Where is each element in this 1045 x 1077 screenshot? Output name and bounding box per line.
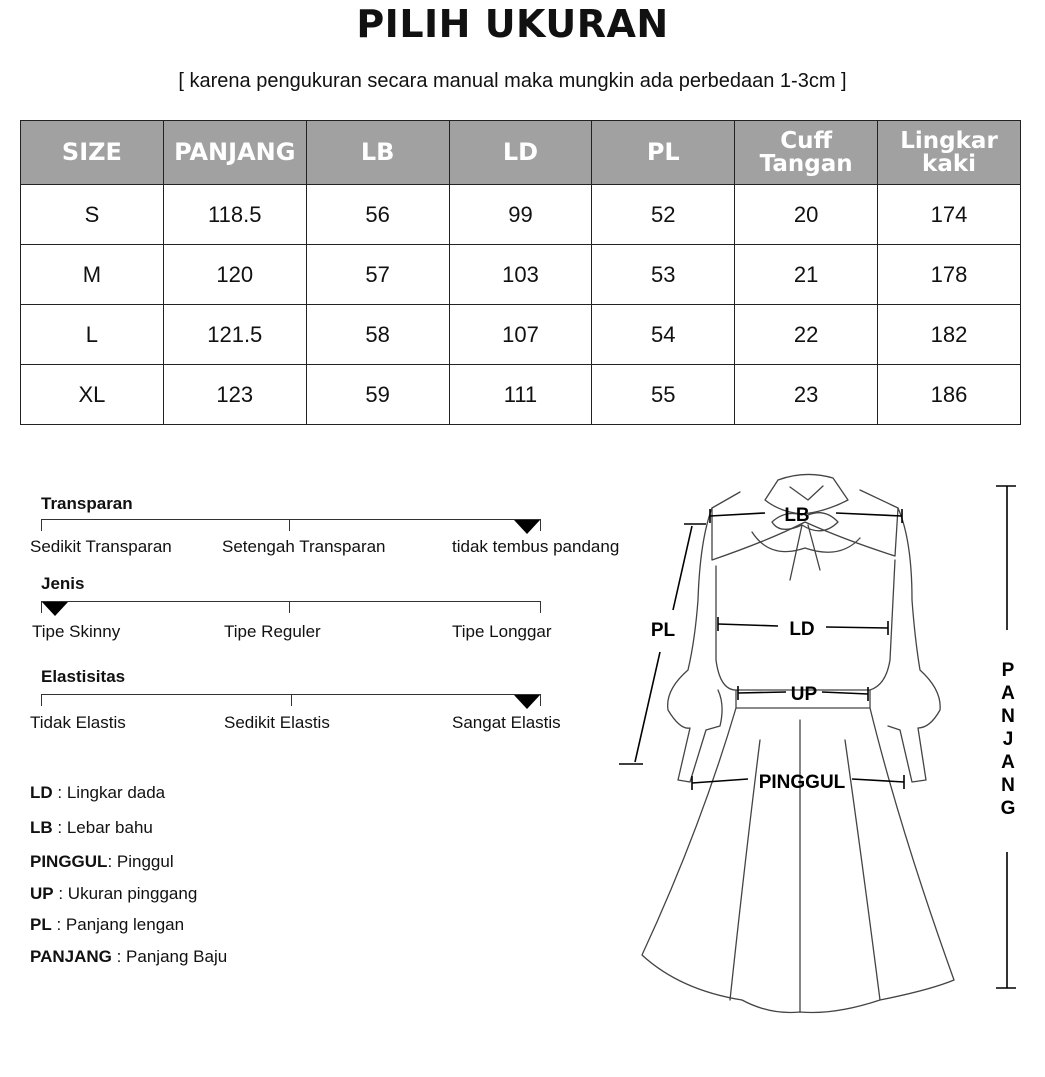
cell-lb: 56 [306, 185, 449, 245]
cell-lb: 57 [306, 245, 449, 305]
cell-pl: 52 [592, 185, 735, 245]
dress-measurement-diagram [612, 460, 1042, 1060]
cell-cuff-tangan: 23 [735, 365, 878, 425]
header-pl: PL [592, 121, 735, 185]
legend-item-ld: LD : Lingkar dada [30, 783, 166, 802]
cell-lingkar-kaki: 178 [878, 245, 1021, 305]
scale-tick [41, 694, 42, 706]
scale-label: tidak tembus pandang [452, 537, 620, 556]
diagram-label-pl: PL [650, 620, 676, 641]
cell-panjang: 120 [163, 245, 306, 305]
scale-tick [540, 694, 541, 706]
panjang-letter: J [1002, 729, 1014, 750]
cell-size: M [21, 245, 164, 305]
header-ld: LD [449, 121, 592, 185]
scale-tick [289, 601, 290, 613]
table-row [21, 305, 1021, 365]
scale-marker-icon [514, 520, 540, 534]
legend-item-pinggul: PINGGUL: Pinggul [30, 852, 174, 871]
scale-tick [41, 519, 42, 531]
scale-label: Tipe Skinny [32, 622, 121, 641]
legend-item-lb: LB : Lebar bahu [30, 818, 153, 837]
scale-title-elastisitas: Elastisitas [41, 667, 126, 686]
cell-pl: 54 [592, 305, 735, 365]
scale-label: Tipe Longgar [452, 622, 552, 641]
scale-label: Sangat Elastis [452, 713, 561, 732]
cell-lb: 59 [306, 365, 449, 425]
panjang-letter: A [1001, 683, 1015, 704]
scale-line-jenis [41, 601, 541, 602]
cell-size: L [21, 305, 164, 365]
panjang-letter: N [1001, 706, 1015, 727]
scale-tick [540, 519, 541, 531]
scale-marker-icon [42, 602, 68, 616]
panjang-letter: A [1001, 752, 1015, 773]
legend-item-up: UP : Ukuran pinggang [30, 884, 198, 903]
header-lingkar-kaki: Lingkar kaki [878, 121, 1021, 185]
cell-panjang: 123 [163, 365, 306, 425]
scale-tick [291, 694, 292, 706]
table-row [21, 365, 1021, 425]
cell-cuff-tangan: 21 [735, 245, 878, 305]
cell-lingkar-kaki: 174 [878, 185, 1021, 245]
header-cuff-tangan: Cuff Tangan [735, 121, 878, 185]
scale-label: Setengah Transparan [222, 537, 386, 556]
header-panjang: PANJANG [163, 121, 306, 185]
cell-ld: 99 [449, 185, 592, 245]
cell-pl: 55 [592, 365, 735, 425]
scale-label: Sedikit Transparan [30, 537, 172, 556]
cell-panjang: 118.5 [163, 185, 306, 245]
header-lb: LB [306, 121, 449, 185]
scale-label: Tipe Reguler [224, 622, 321, 641]
cell-cuff-tangan: 22 [735, 305, 878, 365]
legend-item-pl: PL : Panjang lengan [30, 915, 185, 934]
header-size: SIZE [21, 121, 164, 185]
cell-panjang: 121.5 [163, 305, 306, 365]
scale-tick [289, 519, 290, 531]
size-table [20, 120, 1021, 425]
page-title: PILIH UKURAN [356, 2, 669, 46]
cell-lingkar-kaki: 186 [878, 365, 1021, 425]
cell-lb: 58 [306, 305, 449, 365]
cell-size: XL [21, 365, 164, 425]
panjang-letter: G [1000, 798, 1016, 819]
scale-title-jenis: Jenis [41, 574, 85, 593]
diagram-label-up: UP [790, 684, 818, 705]
page-subtitle: [ karena pengukuran secara manual maka mungkin ada perbedaan 1-3cm ] [178, 70, 847, 92]
cell-ld: 111 [449, 365, 592, 425]
cell-lingkar-kaki: 182 [878, 305, 1021, 365]
scale-label: Sedikit Elastis [224, 713, 330, 732]
scale-marker-icon [514, 695, 540, 709]
scale-tick [540, 601, 541, 613]
cell-ld: 103 [449, 245, 592, 305]
diagram-label-ld: LD [789, 619, 815, 640]
panjang-letter: P [1001, 660, 1015, 681]
dress-outline-icon [642, 474, 954, 1012]
scale-title-transparan: Transparan [41, 494, 133, 513]
cell-pl: 53 [592, 245, 735, 305]
diagram-label-pinggul: PINGGUL [758, 772, 846, 793]
scale-line-transparan [41, 519, 541, 520]
cell-cuff-tangan: 20 [735, 185, 878, 245]
diagram-label-lb: LB [784, 505, 810, 526]
scale-label: Tidak Elastis [30, 713, 126, 732]
table-row [21, 185, 1021, 245]
table-header-row [21, 121, 1021, 185]
table-row [21, 245, 1021, 305]
legend-item-panjang: PANJANG : Panjang Baju [30, 947, 228, 966]
cell-ld: 107 [449, 305, 592, 365]
panjang-letter: N [1001, 775, 1015, 796]
cell-size: S [21, 185, 164, 245]
